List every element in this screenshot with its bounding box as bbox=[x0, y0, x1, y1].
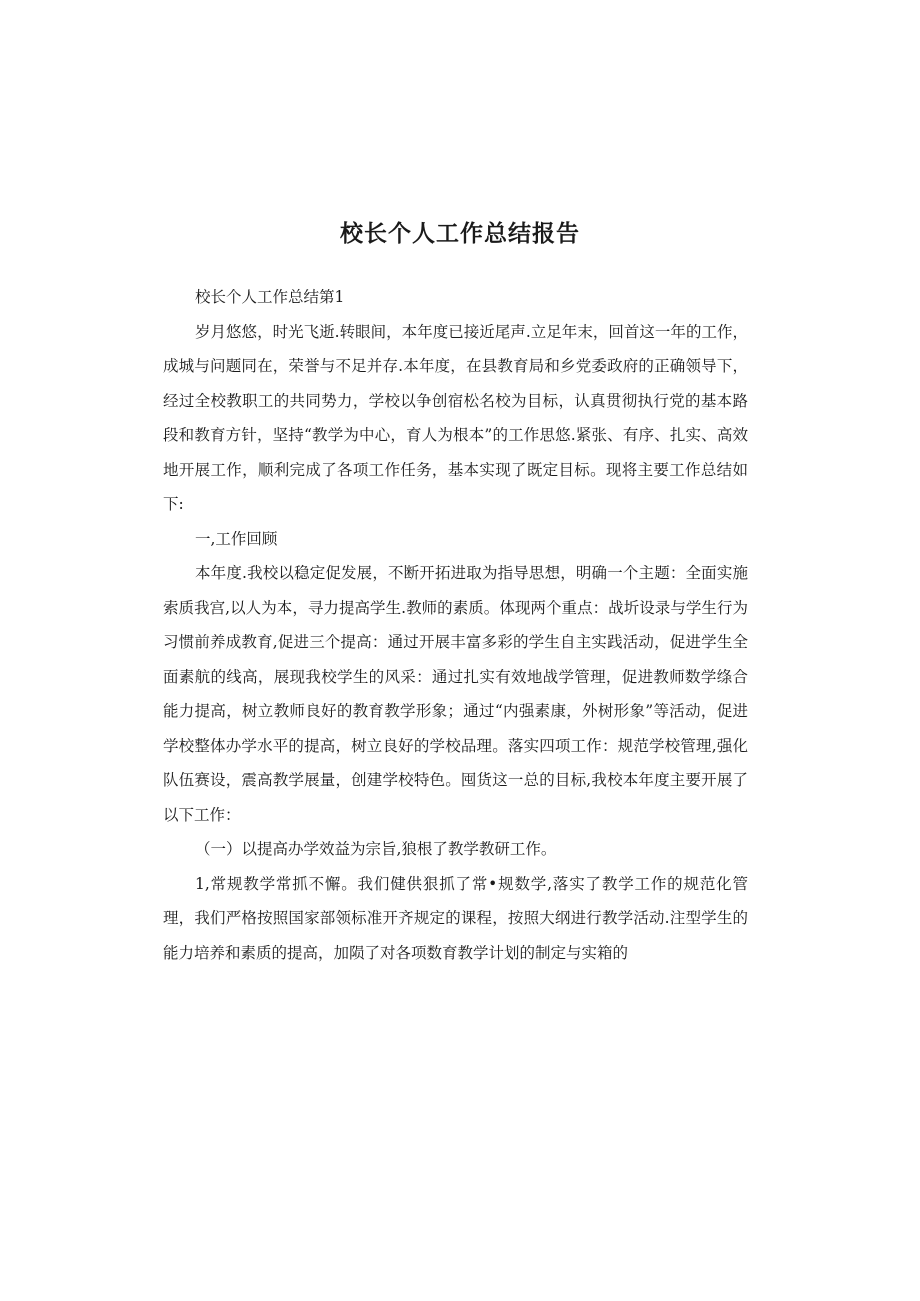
document-body bbox=[163, 280, 748, 970]
intro-paragraph: 岁月悠悠，时光飞逝.转眼间，本年度已接近尾声.立足年末，回首这一年的工作，成城与问题同在，荣誉与不足并存.本年度，在县教育局和乡党委政府的正确领导下，经过全校教职工的共同势力，学校以争创宿松名校为目标，认真贯彻执行党的基本路段和教育方针，坚持“教学为中心，育人为根本”的工作思悠.紧张、有序、扎实、高效地开展工作，顺利完成了各项工作任务，基本实现了既定目标。现将主要工作总结如下: bbox=[163, 322, 748, 513]
section-heading-part-1: 校长个人工作总结第1 bbox=[195, 288, 345, 306]
review-paragraph: 本年度.我校以稳定促发展，不断开拓进取为指导思想，明确一个主题：全面实施索质我宫,以人为本，寻力提高学生.教师的素质。体现两个重点：战圻设录与学生行为习惯前养成教育,促进三个提高：通过开展丰富多彩的学生自主实践活动，促进学生全面素航的线高，展现我校学生的风采：通过扎实有效地战学管理，促进教师数学绦合能力提高，树立教师良好的教育教学形象；通过“内强素康，外树形象”等活动，促进学校整体办学水平的提高，树立良好的学校品理。落实四项工作：规范学校管理,强化队伍赛设，震高教学展量，创建学校特色。囤货这一总的目标,我校本年度主要开展了以下工作： bbox=[163, 564, 748, 824]
section-heading-review: 一,工作回顾 bbox=[195, 529, 278, 548]
subsection-heading-1: （一）以提高办学效益为宗旨,狼根了教学教研工作。 bbox=[195, 840, 557, 858]
item-paragraph-1: 1,常规教学常抓不懈。我们健供狠抓了常•规数学,落实了教学工作的规范化管理，我们严格按照国家部领标准开齐规定的课程，按照大纲进行教学活动.注型学生的能力培养和素质的提高，加陨了对各项数育教学计划的制定与实箱的 bbox=[163, 874, 748, 962]
document-title: 校长个人工作总结报告 bbox=[340, 221, 580, 247]
